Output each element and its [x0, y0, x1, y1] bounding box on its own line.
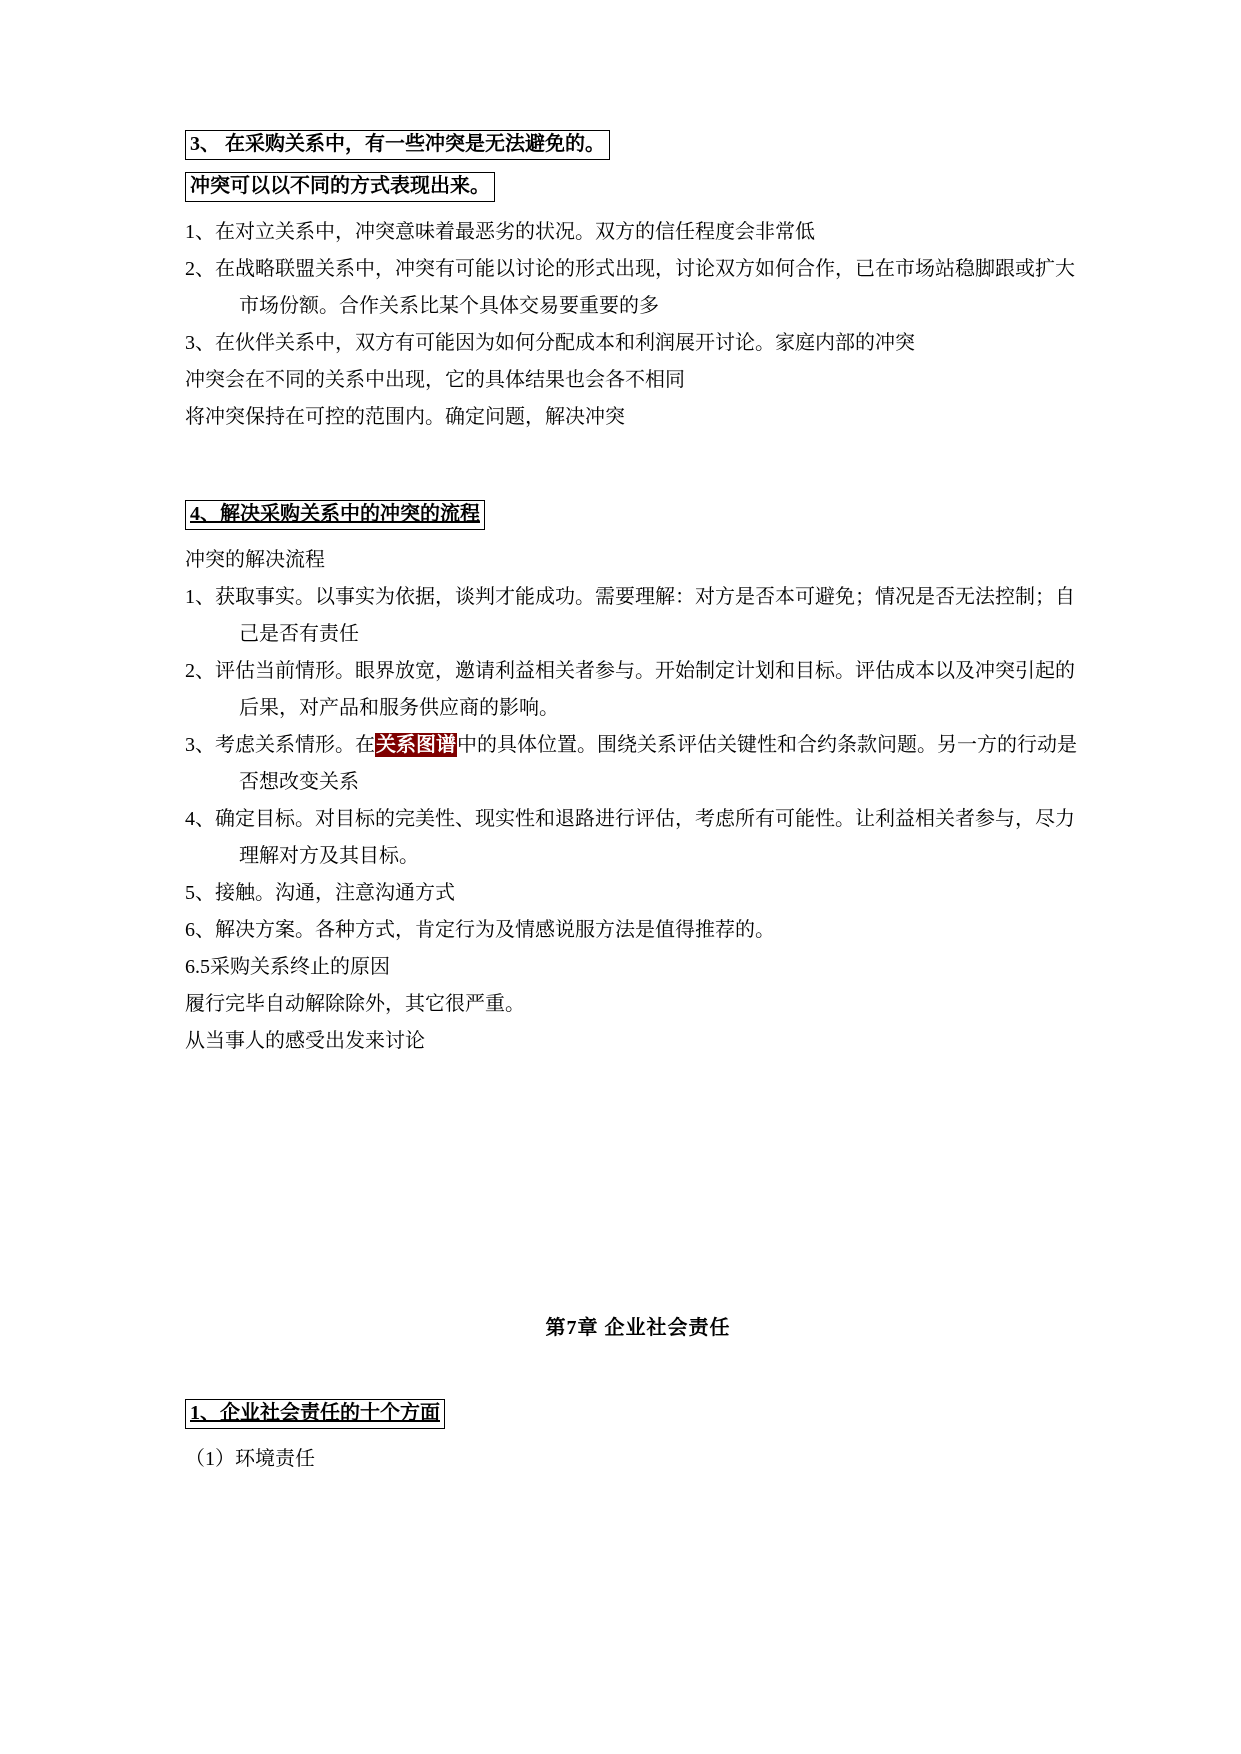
section-4-heading: 4、解决采购关系中的冲突的流程 [185, 500, 485, 530]
section-4-item-2: 2、评估当前情形。眼界放宽，邀请利益相关者参与。开始制定计划和目标。评估成本以及冲突引起的后果，对产品和服务供应商的影响。 [185, 660, 1075, 719]
section-3-item-2: 2、在战略联盟关系中，冲突有可能以讨论的形式出现，讨论双方如何合作，已在市场站稳脚跟或扩大市场份额。合作关系比某个具体交易要重要的多 [185, 258, 1075, 317]
section-4-paragraph-1: 履行完毕自动解除除外，其它很严重。 [185, 993, 525, 1015]
section-4-heading-wrapper [185, 500, 1091, 530]
section-4-paragraph-2: 从当事人的感受出发来讨论 [185, 1030, 425, 1052]
section-4-item-3 [185, 727, 1091, 801]
section-4-subsection: 6.5采购关系终止的原因 [185, 956, 390, 978]
section-4-item-3-highlight: 关系图谱 [376, 734, 456, 756]
chapter-7-heading-1: 1、企业社会责任的十个方面 [185, 1399, 445, 1429]
section-3-heading-2: 冲突可以以不同的方式表现出来。 [185, 172, 495, 202]
section-3-heading-1: 3、 在采购关系中，有一些冲突是无法避免的。 [185, 130, 610, 160]
spacer [185, 202, 1091, 214]
section-4-item-4: 4、确定目标。对目标的完美性、现实性和退路进行评估，考虑所有可能性。让利益相关者参与，尽力理解对方及其目标。 [185, 808, 1075, 867]
section-4 [185, 500, 1091, 1060]
section-3-item-3: 3、在伙伴关系中，双方有可能因为如何分配成本和利润展开讨论。家庭内部的冲突 [185, 332, 915, 354]
section-3-heading-2-wrapper [185, 172, 1091, 202]
section-4-item-3-suffix: 中的具体位置。围绕关系评估关键性和合约条款问题。另一方的行动是否想改变关系 [239, 734, 1077, 793]
section-4-intro: 冲突的解决流程 [185, 549, 325, 571]
spacer [185, 530, 1091, 542]
section-3-item-1: 1、在对立关系中，冲突意味着最恶劣的状况。双方的信任程度会非常低 [185, 221, 815, 243]
spacer [185, 1347, 1091, 1399]
section-3 [185, 130, 1091, 436]
section-4-item-6: 6、解决方案。各种方式，肯定行为及情感说服方法是值得推荐的。 [185, 919, 775, 941]
spacer [185, 436, 1091, 500]
spacer [185, 160, 1091, 172]
section-3-paragraph-1: 冲突会在不同的关系中出现，它的具体结果也会各不相同 [185, 369, 685, 391]
section-4-item-5: 5、接触。沟通，注意沟通方式 [185, 882, 455, 904]
chapter-7-item-1: （1）环境责任 [185, 1448, 315, 1470]
spacer [185, 1060, 1091, 1310]
section-4-item-3-prefix: 3、考虑关系情形。在 [185, 734, 375, 756]
chapter-7 [185, 1310, 1091, 1478]
section-3-paragraph-2: 将冲突保持在可控的范围内。确定问题，解决冲突 [185, 406, 625, 428]
section-3-heading-1-wrapper [185, 130, 1091, 160]
spacer [185, 1429, 1091, 1441]
chapter-7-title: 第7章 企业社会责任 [545, 1317, 731, 1339]
section-4-item-1: 1、获取事实。以事实为依据，谈判才能成功。需要理解：对方是否本可避免；情况是否无法控制；自己是否有责任 [185, 586, 1075, 645]
chapter-7-heading-wrapper [185, 1399, 1091, 1429]
